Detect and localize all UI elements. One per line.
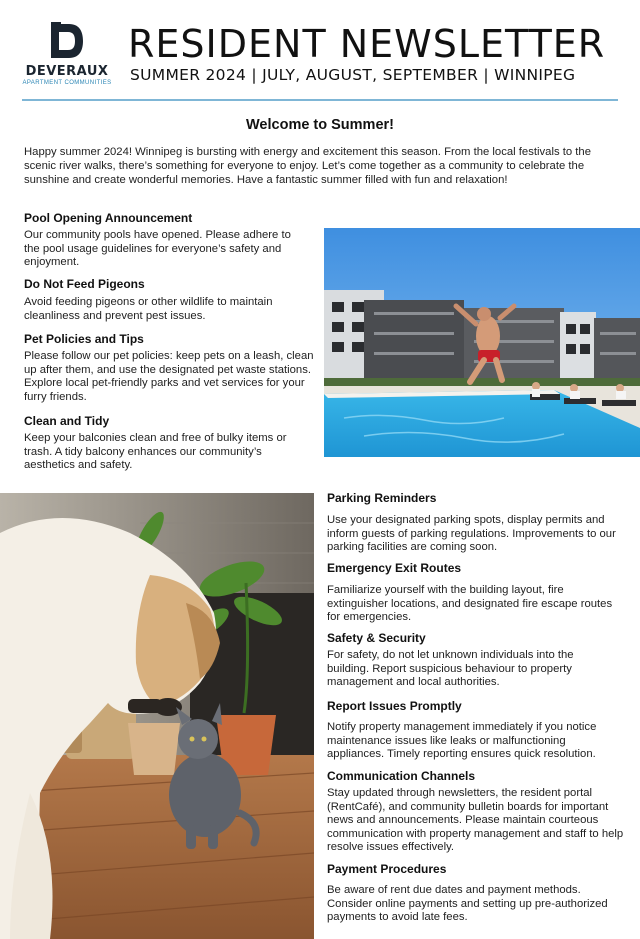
logo-subtitle: APARTMENT COMMUNITIES [22,80,112,86]
clean-tidy-text: Keep your balconies clean and free of bulky items or trash. A tidy balcony enhances our community’s aesthetics and safety. [24,432,287,472]
dog-and-cat-photo [0,493,314,939]
pet-policies-text: Please follow our pet policies: keep pets on a leash, clean up after them, and use the designated pet waste stations. Explore local pet-friendly parks and vet services for your furry friends. [24,350,314,403]
logo-name: DEVERAUX [25,64,109,79]
dog-cat-scene-image [0,493,314,939]
emergency-exit-heading: Emergency Exit Routes [327,561,462,575]
welcome-text: Happy summer 2024! Winnipeg is bursting with energy and excitement this season. From the local festivals to the scenic river walks, there’s something for everyone to enjoy. Let’s come together as a community to celebrate the sunshine and create wonderful memories. Have a fantastic summer filled with fun and relaxation! [24,146,592,186]
pool-opening-heading: Pool Opening Announcement [24,211,193,225]
pool-scene-image [324,228,640,457]
clean-tidy-heading: Clean and Tidy [24,414,110,428]
welcome-heading: Welcome to Summer! [246,117,394,133]
parking-heading: Parking Reminders [327,491,437,505]
parking-text: Use your designated parking spots, display permits and inform guests of parking regulations. Improvements to our parking facilities are coming soon. [327,514,616,554]
pigeons-text: Avoid feeding pigeons or other wildlife to maintain cleanliness and prevent pest issues. [24,296,273,322]
header-divider [22,99,618,101]
safety-security-heading: Safety & Security [327,631,426,645]
pet-policies-heading: Pet Policies and Tips [24,332,144,346]
payment-heading: Payment Procedures [327,862,447,876]
pigeons-heading: Do Not Feed Pigeons [24,277,145,291]
emergency-exit-text: Familiarize yourself with the building layout, fire extinguisher locations, and designated fire escape routes for emergencies. [327,584,613,624]
payment-text: Be aware of rent due dates and payment methods. Consider online payments and setting up pre-authorized payments to avoid late fees. [327,884,608,924]
pool-photo [324,228,640,457]
report-issues-text: Notify property management immediately if you notice maintenance issues like leaks or malfunctioning appliances. Timely reporting ensures quick resolution. [327,721,597,761]
logo [22,22,112,86]
communication-text: Stay updated through newsletters, the resident portal (RentCafé), and community bulletin boards for important news and announcements. Please maintain courteous communication with property management and staff to help resolve issues effectively. [327,787,624,854]
newsletter-subtitle: SUMMER 2024 | JULY, AUGUST, SEPTEMBER | WINNIPEG [130,66,576,84]
report-issues-heading: Report Issues Promptly [327,699,462,713]
safety-security-text: For safety, do not let unknown individuals into the building. Report suspicious behaviour to property management and local authorities. [327,649,574,689]
communication-heading: Communication Channels [327,769,476,783]
newsletter-title: RESIDENT NEWSLETTER [128,22,606,66]
pool-opening-text: Our community pools have opened. Please adhere to the pool usage guidelines for everyone’s safety and enjoyment. [24,229,291,269]
deveraux-logo-icon [49,22,85,60]
